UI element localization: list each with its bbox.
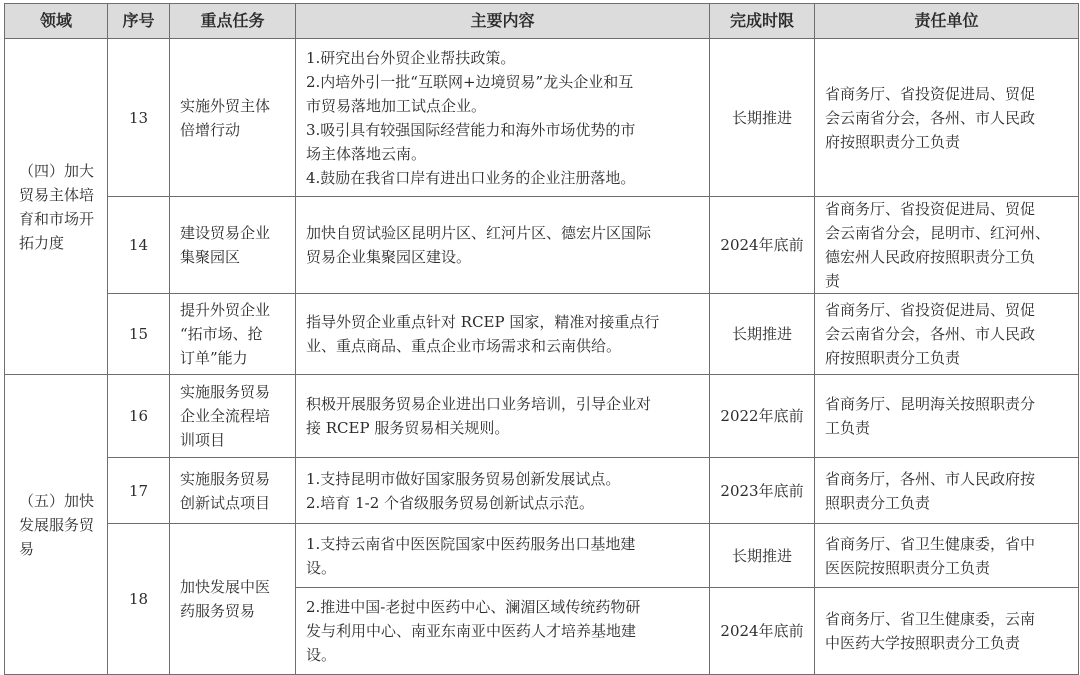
unit-line: 工负责 [825,419,871,437]
deadline-cell: 2024年底前 [710,588,815,675]
task-line: 加快发展中医 [180,578,271,596]
unit-line: 省商务厅、省卫生健康委，云南 [825,610,1036,628]
header-no: 序号 [108,4,170,39]
task-line: 建设贸易企业 [180,224,271,242]
content-line: 设。 [306,646,337,664]
row-number: 13 [108,39,170,197]
domain-line: 拓力度 [19,233,65,252]
content-cell [296,294,710,375]
unit-cell [815,458,1079,524]
unit-line: 府按照职责分工负责 [825,132,961,151]
unit-line: 照职责分工负责 [825,493,931,512]
content-line: 3.吸引具有较强国际经营能力和海外市场优势的市 [306,120,636,139]
unit-line: 医医院按照职责分工负责 [825,558,991,577]
domain-cell [5,375,108,675]
header-deadline: 完成时限 [710,4,815,39]
task-line: 订单”能力 [180,349,248,367]
deadline-cell: 2022年底前 [710,375,815,458]
unit-line: 中医药大学按照职责分工负责 [825,634,1021,652]
task-cell [170,294,296,375]
table-row [5,294,1079,375]
task-cell [170,197,296,294]
content-cell [296,39,710,197]
table-row [5,375,1079,458]
content-line: 接 RCEP 服务贸易相关规则。 [306,419,510,437]
unit-line: 省商务厅、省投资促进局、贸促 [825,200,1036,218]
task-cell [170,524,296,675]
content-line: 设。 [306,558,337,577]
unit-line: 省商务厅，各州、市人民政府按 [825,469,1036,488]
header-content: 主要内容 [296,4,710,39]
unit-cell [815,375,1079,458]
unit-line: 会云南省分会，各州、市人民政 [825,325,1036,343]
table-row [5,458,1079,524]
table-row [5,524,1079,588]
task-cell [170,458,296,524]
unit-cell [815,197,1079,294]
deadline-cell: 长期推进 [710,524,815,588]
content-line: 场主体落地云南。 [306,144,427,163]
domain-line: 发展服务贸 [19,515,95,534]
task-line: 实施服务贸易 [180,469,271,488]
task-cell [170,39,296,197]
content-cell [296,524,710,588]
table-row [5,39,1079,197]
row-number: 17 [108,458,170,524]
content-line: 2.内培外引一批“互联网+边境贸易”龙头企业和互 [306,72,634,91]
header-row [5,4,1079,39]
task-line: 提升外贸企业 [180,301,271,319]
content-line: 贸易企业集聚园区建设。 [306,248,472,266]
content-line: 业、重点商品、重点企业市场需求和云南供给。 [306,337,622,355]
unit-cell [815,524,1079,588]
unit-cell [815,294,1079,375]
unit-cell [815,588,1079,675]
task-line: 企业全流程培 [180,407,271,425]
content-cell [296,588,710,675]
content-line: 发与利用中心、南亚东南亚中医药人才培养基地建 [306,622,637,640]
unit-line: 会云南省分会，各州、市人民政 [825,108,1036,127]
unit-line: 省商务厅、省投资促进局、贸促 [825,84,1036,103]
content-line: 2.推进中国-老挝中医药中心、澜湄区域传统药物研 [306,598,641,616]
content-line: 4.鼓励在我省口岸有进出口业务的企业注册落地。 [306,168,636,187]
domain-line: （四）加大 [19,161,95,180]
deadline-cell: 2024年底前 [710,197,815,294]
content-line: 1.研究出台外贸企业帮扶政策。 [306,48,516,67]
task-line: 实施外贸主体 [180,96,271,115]
deadline-cell: 长期推进 [710,294,815,375]
task-cell [170,375,296,458]
header-domain: 领域 [5,4,108,39]
domain-line: 易 [19,539,35,558]
task-line: 训项目 [180,431,226,449]
deadline-cell: 长期推进 [710,39,815,197]
row-number: 14 [108,197,170,294]
row-number: 18 [108,524,170,675]
task-line: 药服务贸易 [180,602,256,620]
unit-line: 德宏州人民政府按照职责分工负 [825,248,1036,266]
domain-line: 育和市场开 [19,209,95,228]
task-line: 倍增行动 [180,120,241,139]
unit-line: 责 [825,272,841,290]
task-line: “拓市场、抢 [180,325,263,343]
header-unit: 责任单位 [815,4,1079,39]
content-line: 积极开展服务贸易企业进出口业务培训，引导企业对 [306,395,652,413]
content-line: 1.支持昆明市做好国家服务贸易创新发展试点。 [306,469,621,488]
header-task: 重点任务 [170,4,296,39]
content-line: 加快自贸试验区昆明片区、红河片区、德宏片区国际 [306,224,652,242]
domain-line: （五）加快 [19,491,95,510]
task-line: 创新试点项目 [180,493,271,512]
row-number: 15 [108,294,170,375]
unit-cell [815,39,1079,197]
domain-line: 贸易主体培 [19,185,95,204]
content-line: 1.支持云南省中医医院国家中医药服务出口基地建 [306,534,636,553]
content-cell [296,458,710,524]
domain-cell [5,39,108,375]
row-number: 16 [108,375,170,458]
content-cell [296,375,710,458]
table-row [5,197,1079,294]
content-line: 2.培育 1-2 个省级服务贸易创新试点示范。 [306,493,595,512]
task-table [4,3,1079,675]
content-line: 指导外贸企业重点针对 RCEP 国家，精准对接重点行 [306,313,660,331]
unit-line: 府按照职责分工负责 [825,349,961,367]
content-cell [296,197,710,294]
task-line: 实施服务贸易 [180,383,271,401]
task-line: 集聚园区 [180,248,241,266]
content-line: 市贸易落地加工试点企业。 [306,96,487,115]
unit-line: 会云南省分会，昆明市、红河州、 [825,224,1051,242]
unit-line: 省商务厅、昆明海关按照职责分 [825,395,1036,413]
deadline-cell: 2023年底前 [710,458,815,524]
unit-line: 省商务厅、省投资促进局、贸促 [825,301,1036,319]
unit-line: 省商务厅、省卫生健康委，省中 [825,534,1036,553]
